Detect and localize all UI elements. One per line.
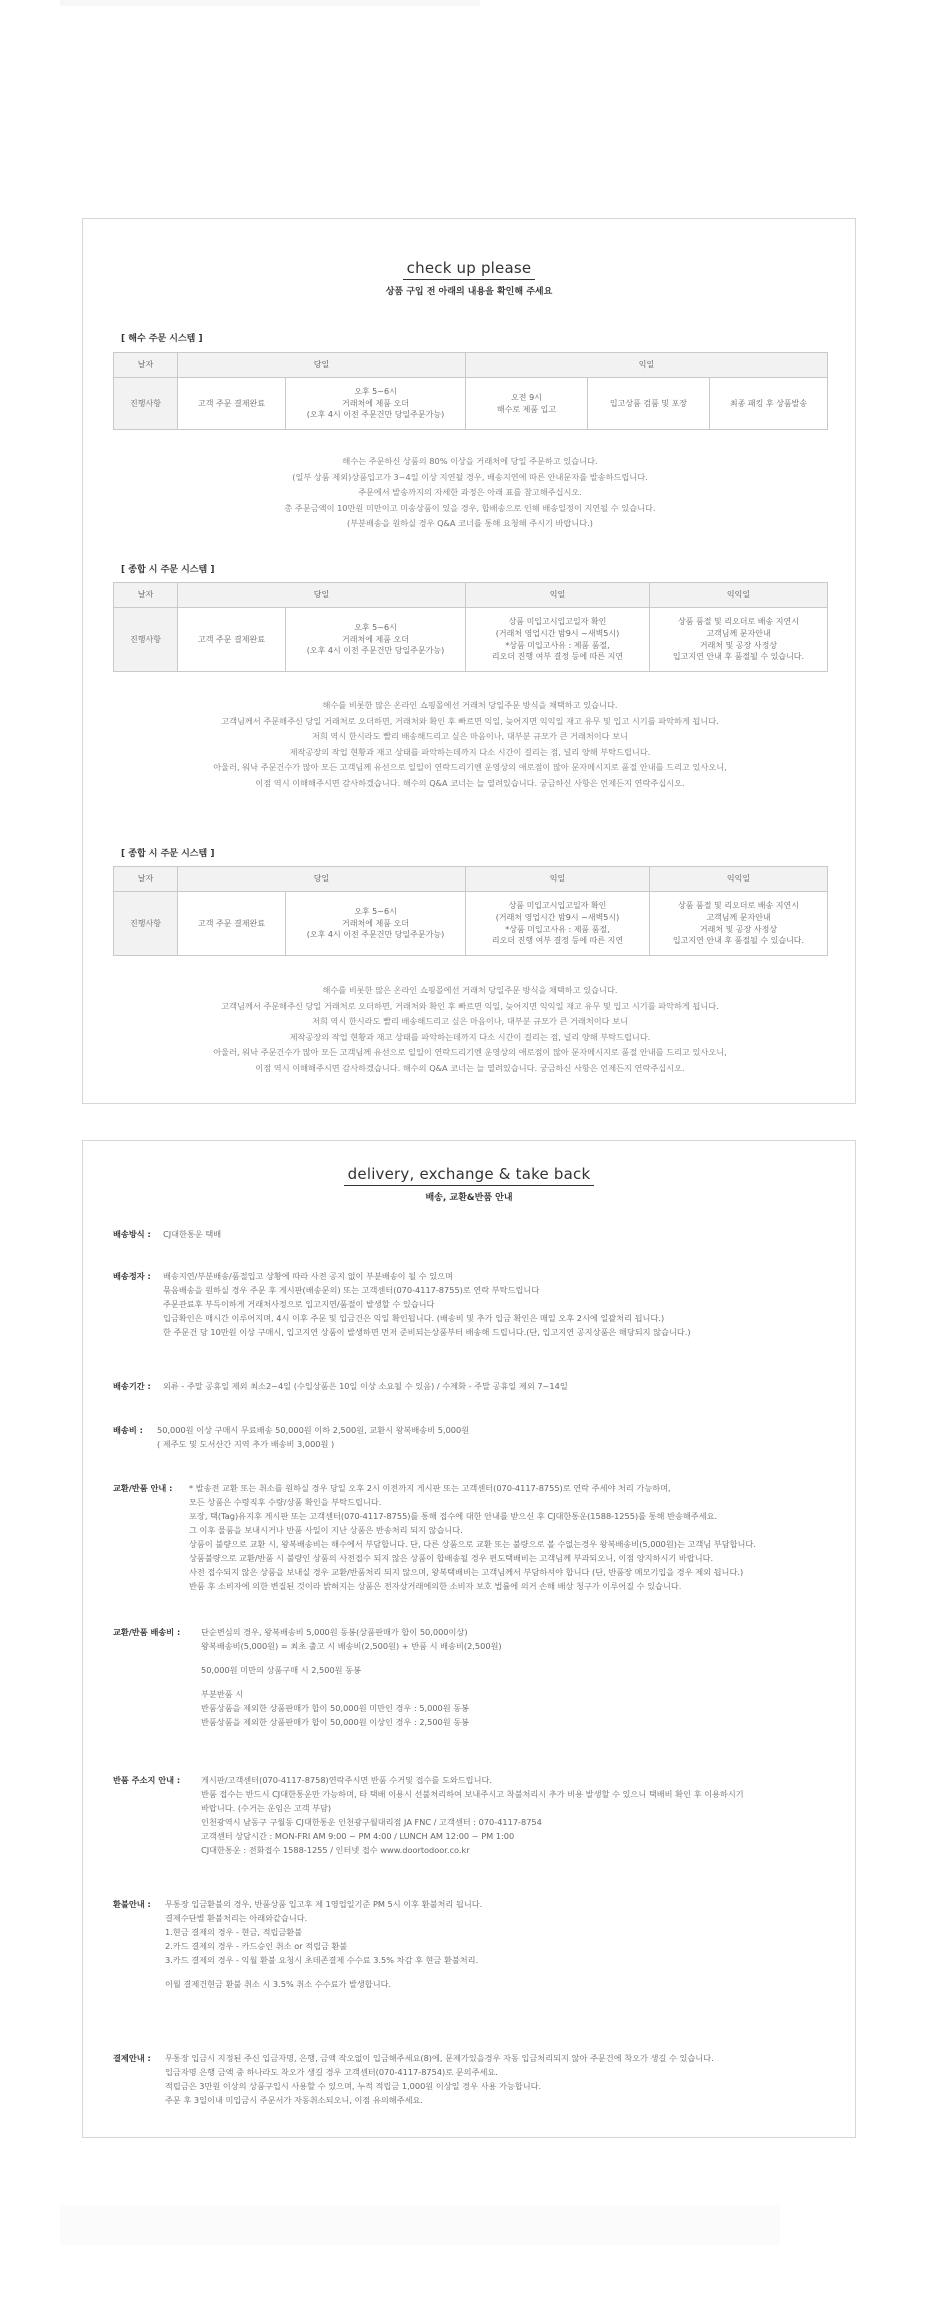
cell-line: (오후 4시 이전 주문건만 당일주문가능) [306,930,445,940]
row-line: 묶음배송을 원하실 경우 주문 후 게시판(배송문의) 또는 고객센터(070-4117-8755)로 연락 부탁드립니다 [163,1285,540,1295]
cell-line: 거래처에 제품 오더 [342,398,409,408]
row-line: 입금확인은 매시간 이루어지며, 4시 이후 주문 및 입금건은 익일 확인됩니다. (배송비 및 추가 입금 확인은 매일 오후 2시에 일괄처리 됩니다.) [163,1313,665,1323]
cell-line: 입고상품 검품 및 포장 [609,398,688,408]
row-line: 모든 상품은 수령직후 수량/상품 확인을 부탁드립니다. [189,1497,382,1507]
s2-cell [650,608,828,672]
s1-rowhead: 진행사항 [114,378,178,430]
s2-cell [178,608,286,672]
cell-line: 고객 주문 결제완료 [198,398,265,408]
delivery-panel [82,1140,856,2138]
note-line: 제작공장의 작업 현황과 재고 상태를 파악하는데까지 다소 시간이 걸리는 점, 널리 양해 부탁드립니다. [289,746,651,757]
cell-line: 거래처에 제품 오더 [342,918,409,928]
row-line: 그 이후 물품을 보내시거나 반품 사일이 지난 상품은 반송처리 되지 않습니다. [189,1525,463,1535]
cell-line: 최종 패킹 후 상품발송 [729,398,808,408]
row-line: 배송지연/부분배송/품절입고 상황에 따라 사전 공지 없이 부분배송이 될 수 있으며 [163,1271,453,1281]
top-faint-strip [60,0,480,6]
row-line: 50,000원 이상 구매시 무료배송 50,000원 이하 2,500원, 교환시 왕복배송비 5,000원 [157,1425,470,1435]
row-label: 배송기간 : [113,1381,151,1391]
cell-line: 상품 품절 및 리오더로 배송 지연시 [678,617,799,627]
cell-line: 고객님께 문자안내 [706,912,771,922]
s2-rowhead: 진행사항 [114,608,178,672]
row-line [201,1653,833,1663]
note-line: 저희 역시 한시라도 빨리 배송해드리고 싶은 마음이나, 대부분 규모가 큰 거래처이다 보니 [312,1016,628,1026]
s1-cell [588,378,710,430]
row-line: 인천광역시 남동구 구월동 CJ대한통운 인천광구월대리점 JA FNC / 고객센터 : 070-4117-8754 [201,1817,542,1827]
note-line: 주문에서 발송까지의 자세한 과정은 아래 표를 참고해주십시오. [358,487,582,497]
row-line: 왕복배송비(5,000원) = 최초 출고 시 배송비(2,500원) + 반품 시 배송비(2,500원) [201,1641,502,1651]
note-line: 총 주문금액이 10만원 미만이고 미송상품이 있을 경우, 합배송으로 인해 배송일정이 지연될 수 있습니다. [284,502,656,513]
cell-line: 거래처 및 공장 사정상 [699,640,778,650]
row-line: 상품불량으로 교환/반품 시 불량인 상품의 사전접수 되지 않은 상품이 합배송될 경우 편도택배비는 고객님께 부과되오니, 이점 양지하시기 바랍니다. [189,1553,714,1563]
row-line: 1.현금 결제의 경우 - 현금, 적립금환불 [165,1927,303,1937]
cell-line: 입고지연 안내 후 품절될 수 있습니다. [672,936,805,946]
s1-header-day: 당일 [178,353,466,378]
row-line: 이월 결제건현금 환불 취소 시 3.5% 취소 수수료가 발생합니다. [165,1979,392,1989]
note-line: 이점 역시 이해해주시면 감사하겠습니다. 해수의 Q&A 코너는 늘 열려있습니다. 궁금하신 사항은 언제든지 연락주십시오. [255,1062,685,1073]
cell-line: (오후 4시 이전 주문건만 당일주문가능) [306,410,445,420]
cell-line: (오후 4시 이전 주문건만 당일주문가능) [306,646,445,656]
note-line: 해수를 비롯한 많은 온라인 쇼핑몰에선 거래처 당일주문 방식을 채택하고 있습니다. [322,700,618,710]
section2-label: [ 종합 시 주문 시스템 ] [121,565,215,575]
row-line: 고객센터 상담시간 : MON-FRI AM 9:00 ~ PM 4:00 / LUNCH AM 12:00 ~ PM 1:00 [201,1831,515,1841]
row-line: 바랍니다. (수거는 운임은 고객 부담) [201,1803,332,1813]
bottom-faint-strip [60,2205,780,2245]
note-line: 이점 역시 이해해주시면 감사하겠습니다. 해수의 Q&A 코너는 늘 열려있습니다. 궁금하신 사항은 언제든지 연락주십시오. [255,777,685,788]
s2-header-nextnext: 익익일 [650,583,828,608]
row-label: 교환/반품 배송비 : [113,1627,181,1637]
s1-header-date: 날자 [114,353,178,378]
row-line [165,1967,833,1977]
row-line: 상품이 불량으로 교환 시, 왕복배송비는 해수에서 부담합니다. 단, 다른 상품으로 교환 또는 불량으로 볼 수없는경우 왕복배송비(5,000원)는 고객님 부담합니다. [189,1539,756,1549]
row-label: 배송비 : [113,1425,143,1435]
cell-line: 상품 미입고시입고일자 확인 [508,901,607,911]
section1-label: [ 해수 주문 시스템 ] [121,334,203,344]
note-line: 고객님께서 주문해주신 당일 거래처로 오더하면, 거래처와 확인 후 빠르면 익일, 늦어지면 익익일 재고 유무 및 입고 시기를 파악하게 됩니다. [221,715,719,726]
s3-cell [466,892,650,956]
cell-line: 리오더 진행 여부 결정 등에 따른 지연 [491,652,624,662]
section2-notes [113,698,827,791]
note-line: 고객님께서 주문해주신 당일 거래처로 오더하면, 거래처와 확인 후 빠르면 익일, 늦어지면 익익일 재고 유무 및 입고 시기를 파악하게 됩니다. [221,1000,719,1011]
row-line: 사전 접수되지 않은 상품을 보내실 경우 교환/반품처리 되지 않으며, 왕복택배비는 고객님께서 부담하셔야 합니다 (단, 반품장 메모기입을 경우 제외 됩니다.) [189,1567,744,1577]
s3-header-day: 당일 [178,867,466,892]
row-line: 부분반품 시 [201,1689,244,1699]
note-line: 아울러, 워낙 주문건수가 많아 모든 고객님께 유선으로 일일이 연락드리기엔 운영상의 애로점이 많아 문자메시지로 품절 안내를 드리고 있사오니, [213,1047,727,1057]
s2-cell [466,608,650,672]
check-up-title-block [83,259,855,297]
row-label: 교환/반품 안내 : [113,1483,173,1493]
cell-line: 고객 주문 결제완료 [198,918,265,928]
section3-label: [ 종합 시 주문 시스템 ] [121,849,215,859]
row-line: 외류 - 주말 공휴일 제외 최소2~4일 (수입상품은 10일 이상 소요될 수 있음) / 수제화 - 주말 공휴일 제외 7~14일 [163,1381,568,1391]
row-line: 주문관료후 부득이하게 거래처사정으로 입고지연/품절이 발생할 수 있습니다 [163,1299,435,1309]
cell-line: 오후 5~6시 [354,623,397,633]
row-line: 무통장 입금시 지정된 주신 입금자명, 은행, 금액 작오없이 입금해주세요(8)에, 문제가있을경우 자동 입금처리되지 않아 주문건에 착오가 생길 수 있습니다. [165,2053,714,2063]
row-label: 배송정자 : [113,1271,151,1281]
row-line: 게시판/고객센터(070-4117-8758)연락주시면 반품 수거및 접수를 도와드립니다. [201,1775,493,1785]
s1-cell [710,378,828,430]
delivery-title: delivery, exchange & take back [344,1165,595,1186]
cell-line: 입고지연 안내 후 품절될 수 있습니다. [672,652,805,662]
cell-line: *상품 미입고사유 : 제품 품절, [505,924,610,934]
row-label: 결제안내 : [113,2053,151,2063]
s3-cell [650,892,828,956]
cell-line: 고객님께 문자안내 [706,628,771,638]
note-line: 저희 역시 한시라도 빨리 배송해드리고 싶은 마음이나, 대부분 규모가 큰 거래처이다 보니 [312,731,628,741]
s3-cell [286,892,466,956]
s1-cell [178,378,286,430]
note-line: 해수는 주문하신 상품의 80% 이상을 거래처에 당일 주문하고 있습니다. [342,456,598,466]
row-line: 단순변심의 경우, 왕복배송비 5,000원 동봉(상품판매가 합이 50,000이상) [201,1627,468,1637]
section3-table [113,866,828,956]
cell-line: 거래처에 제품 오더 [342,634,409,644]
cell-line: 오전 9시 [511,392,542,402]
row-line: 주문 후 3일이내 미입금시 주문서가 자동취소되오니, 이점 유의해주세요. [165,2095,423,2105]
section3-notes [113,983,827,1076]
row-label: 환불안내 : [113,1899,151,1909]
cell-line: 오후 5~6시 [354,907,397,917]
row-line: 포장, 택(Tag)유지후 게시판 또는 고객센터(070-4117-8755)를 통해 접수에 대한 안내를 받으신 후 CJ대한통운(1588-1255)를 통해 반송해주세요. [189,1511,718,1521]
row-line: 3.카드 결제의 경우 - 익월 환불 요청시 초데존결제 수수료 3.5% 차감 후 현금 환불처리. [165,1955,479,1965]
cell-line: 거래처 및 공장 사정상 [699,924,778,934]
note-line: 아울러, 워낙 주문건수가 많아 모든 고객님께 유선으로 일일이 연락드리기엔 운영상의 애로점이 많아 문자메시지로 품절 안내를 드리고 있사오니, [213,762,727,772]
row-line: 반품상품을 제외한 상품판매가 합이 50,000원 미만인 경우 : 5,000원 동봉 [201,1703,470,1713]
cell-line: 리오더 진행 여부 결정 등에 따른 지연 [491,936,624,946]
note-line: (부분배송을 원하실 경우 Q&A 코너를 통해 요청해 주시기 바랍니다.) [347,518,593,528]
row-line: * 발송전 교환 또는 취소를 원하실 경우 당일 오후 2시 이전까지 게시판 또는 고객센터(070-4117-8755)로 연락 주세야 처리 가능하며, [189,1483,671,1493]
cell-line: (거래처 영업시간 밤9시 ~새벽5시) [495,628,620,638]
row-label: 반품 주소지 안내 : [113,1775,181,1785]
s2-cell [286,608,466,672]
row-line: 2.카드 결제의 경우 - 카드승인 취소 or 적립금 환불 [165,1941,348,1951]
check-up-subtitle: 상품 구입 전 아래의 내용을 확인해 주세요 [385,287,553,297]
note-line: 제작공장의 작업 현황과 재고 상태를 파악하는데까지 다소 시간이 걸리는 점, 널리 양해 부탁드립니다. [289,1031,651,1042]
row-line: 반품상품을 제외한 상품판매가 합이 50,000원 이상인 경우 : 2,500원 동봉 [201,1717,470,1727]
row-line: 무통장 입금환불의 경우, 반품상품 입고후 제 1영업일기준 PM 5시 이후 환불처리 됩니다. [165,1899,483,1909]
s1-cell [466,378,588,430]
row-line: 반품 접수는 반드시 CJ대한통운만 가능하며, 타 택배 이용시 선불처리하여 보내주시고 착불처리시 추가 비용 발생할 수 있으니 택배비 확인 후 이용하시기 [201,1789,744,1799]
cell-line: 고객 주문 결제완료 [198,634,265,644]
s1-header-next: 익일 [466,353,828,378]
cell-line: (거래처 영업시간 밤9시 ~새벽5시) [495,912,620,922]
note-line: 해수를 비롯한 많은 온라인 쇼핑몰에선 거래처 당일주문 방식을 채택하고 있습니다. [322,985,618,995]
row-line: 50,000원 미만의 상품구매 시 2,500원 동봉 [201,1665,362,1675]
s3-cell [178,892,286,956]
row-line: 입금자명 은행 금액 중 하나라도 착오가 생길 경우 고객센터(070-4117-8754)로 문의주세요. [165,2067,498,2077]
row-line: 적립금은 3만원 이상의 상품구입시 사용할 수 있으며, 누적 적립금 1,000원 이상일 경우 사용 가능합니다. [165,2081,542,2091]
s3-header-nextnext: 익익일 [650,867,828,892]
check-up-panel [82,218,856,1104]
section1-notes [113,454,827,532]
row-line: CJ대한통운 택배 [163,1229,222,1239]
row-label: 배송방식 : [113,1229,151,1239]
s3-header-date: 날자 [114,867,178,892]
check-up-title: check up please [403,259,536,280]
row-line [201,1677,833,1687]
cell-line: 상품 품절 및 리오더로 배송 지연시 [678,901,799,911]
s3-header-next: 익일 [466,867,650,892]
cell-line: 해수로 제품 입고 [496,404,557,414]
row-line: 결제수단별 환불처리는 아래와같습니다. [165,1913,308,1923]
s1-cell [286,378,466,430]
cell-line: 오후 5~6시 [354,387,397,397]
s3-rowhead: 진행사항 [114,892,178,956]
row-line: 반품 후 소비자에 의한 변질된 것이라 밝혀지는 상품은 전자상거래에의한 소비자 보호 법률에 의거 손해 배상 청구가 이루어질 수 있습니다. [189,1581,682,1591]
s2-header-day: 당일 [178,583,466,608]
note-line: (일부 상품 제외)상품입고가 3~4일 이상 지연될 경우, 배송지연에 따른 안내문자를 발송하드립니다. [292,471,648,482]
s2-header-next: 익일 [466,583,650,608]
cell-line: *상품 미입고사유 : 제품 품절, [505,640,610,650]
section1-table [113,352,828,430]
cell-line: 상품 미입고시입고일자 확인 [508,617,607,627]
row-line: CJ대한통운 : 전화접수 1588-1255 / 인터넷 접수 www.doortodoor.co.kr [201,1845,470,1855]
row-line: ( 제주도 및 도서산간 지역 추가 배송비 3,000원 ) [157,1439,335,1449]
row-line: 한 주문건 당 10만원 이상 구매시, 입고지연 상품이 발생하면 먼저 준비되는상품부터 배송해 드립니다.(단, 입고지연 공지상품은 해당되지 않습니다.) [163,1327,691,1337]
section2-table [113,582,828,672]
delivery-subtitle: 배송, 교환&반품 안내 [425,1193,513,1203]
s2-header-date: 날자 [114,583,178,608]
delivery-title-block [83,1165,855,1203]
